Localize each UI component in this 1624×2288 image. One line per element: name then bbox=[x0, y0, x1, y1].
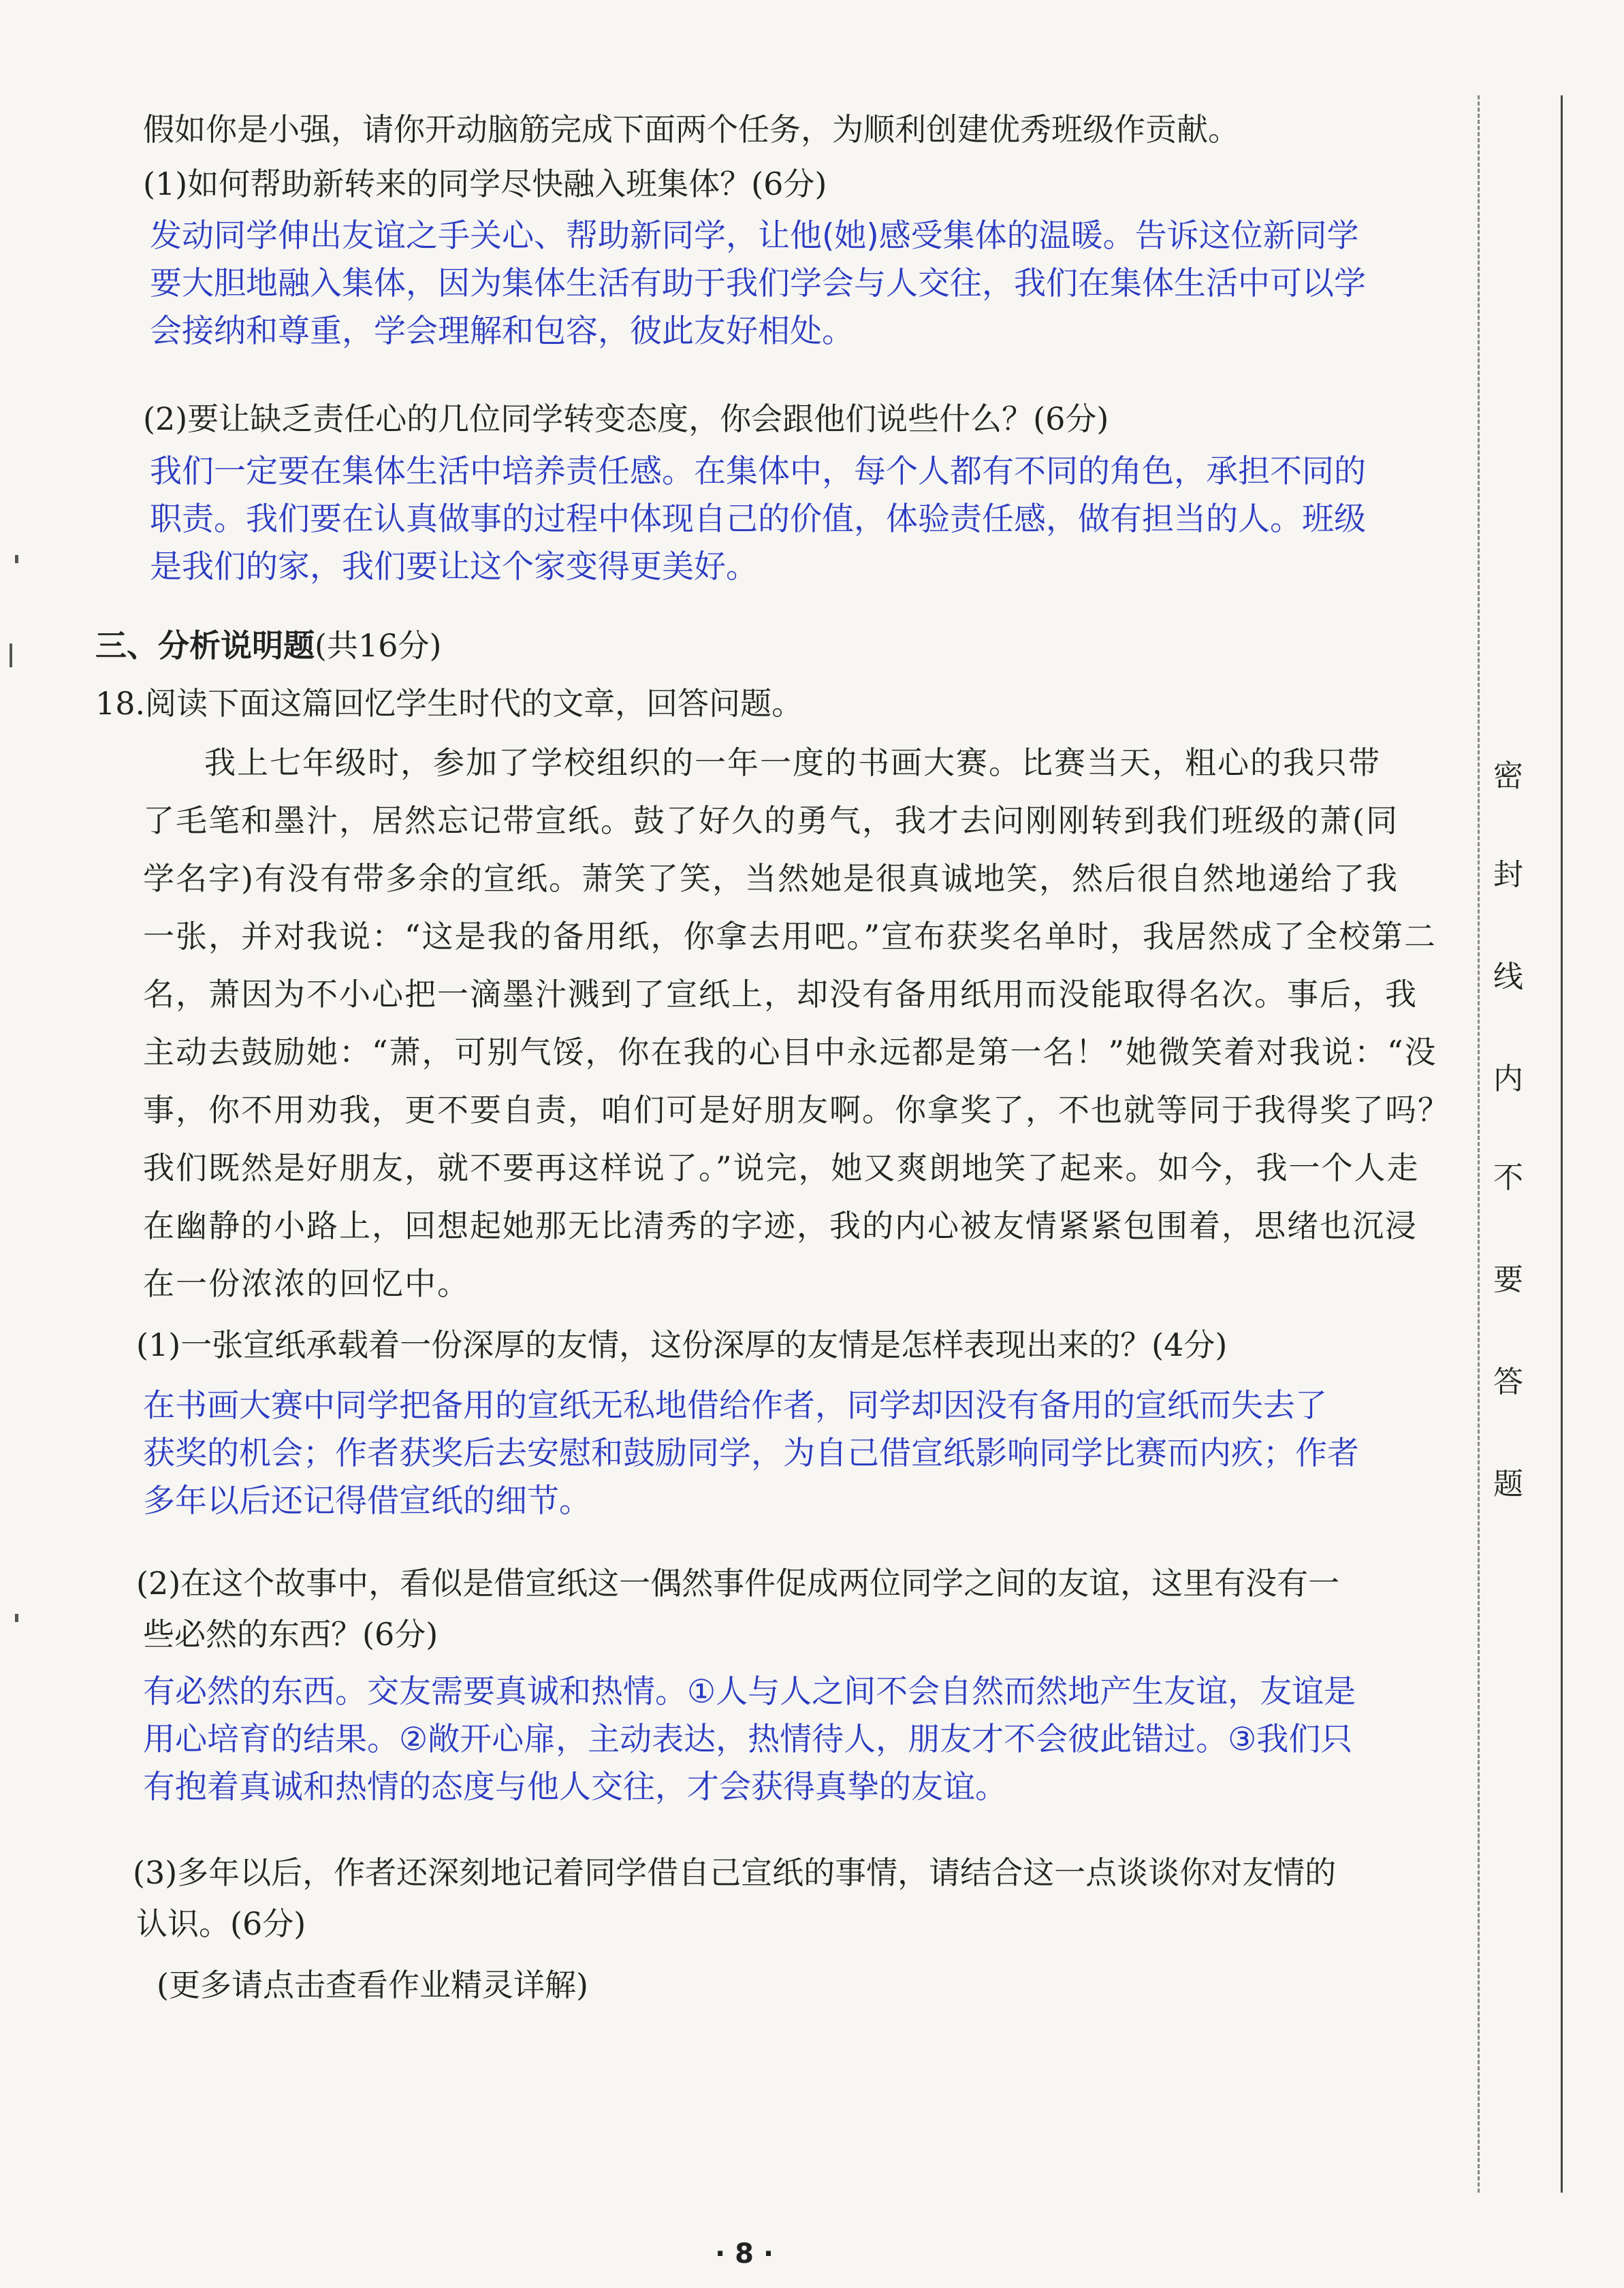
page-number: · 8 · bbox=[715, 2238, 774, 2270]
answer-18-1-line-1: 在书画大赛中同学把备用的宣纸无私地借给作者，同学却因没有备用的宣纸而失去了 bbox=[143, 1387, 1327, 1425]
answer-18-2-line-2: 用心培育的结果。②敞开心扉，主动表达，热情待人，朋友才不会彼此错过。③我们只 bbox=[143, 1721, 1353, 1758]
passage-line: 我上七年级时，参加了学校组织的一年一度的书画大赛。比赛当天，粗心的我只带 bbox=[204, 744, 1381, 781]
passage-line: 在幽静的小路上，回想起她那无比清秀的字迹，我的内心被友情紧紧包围着，思绪也沉浸 bbox=[143, 1207, 1418, 1244]
question-18-stem: 18.阅读下面这篇回忆学生时代的文章，回答问题。 bbox=[95, 685, 803, 722]
answer-18-2-line-3: 有抱着真诚和热情的态度与他人交往，才会获得真挚的友谊。 bbox=[143, 1768, 1007, 1806]
intro-text: 假如你是小强，请你开动脑筋完成下面两个任务，为顺利创建优秀班级作贡献。 bbox=[143, 111, 1239, 148]
section-3-title: 三、分析说明题 bbox=[95, 627, 315, 664]
seal-char: 内 bbox=[1493, 1062, 1523, 1096]
answer-2-line-1: 我们一定要在集体生活中培养责任感。在集体中，每个人都有不同的角色，承担不同的 bbox=[150, 453, 1366, 490]
question-18-2-line-2: 些必然的东西？(6分) bbox=[143, 1616, 439, 1653]
passage-line: 事，你不用劝我，更不要自责，咱们可是好朋友啊。你拿奖了，不也就等同于我得奖了吗？ bbox=[143, 1092, 1450, 1128]
question-18-1: (1)一张宣纸承载着一份深厚的友情，这份深厚的友情是怎样表现出来的？(4分) bbox=[136, 1326, 1228, 1363]
section-3-score: (共16分) bbox=[315, 627, 442, 664]
question-1: (1)如何帮助新转来的同学尽快融入班集体？(6分) bbox=[143, 165, 827, 202]
passage-line: 在一份浓浓的回忆中。 bbox=[143, 1265, 470, 1302]
answer-1-line-1: 发动同学伸出友谊之手关心、帮助新同学，让他(她)感受集体的温暖。告诉这位新同学 bbox=[150, 217, 1359, 255]
seal-dashed-line bbox=[1478, 95, 1480, 2193]
margin-rule bbox=[1561, 95, 1563, 2193]
scan-mark bbox=[15, 1614, 18, 1622]
answer-2-line-3: 是我们的家，我们要让这个家变得更美好。 bbox=[150, 548, 758, 586]
passage-line: 名，萧因为不小心把一滴墨汁溅到了宣纸上，却没有备用纸用而没能取得名次。事后，我 bbox=[143, 976, 1418, 1013]
scan-mark bbox=[10, 644, 12, 667]
passage-line: 我们既然是好朋友，就不要再这样说了。”说完，她又爽朗地笑了起来。如今，我一个人走 bbox=[143, 1149, 1420, 1186]
question-2: (2)要让缺乏责任心的几位同学转变态度，你会跟他们说些什么？(6分) bbox=[143, 400, 1109, 437]
answer-1-line-3: 会接纳和尊重，学会理解和包容，彼此友好相处。 bbox=[150, 313, 854, 350]
passage-line: 主动去鼓励她：“萧，可别气馁，你在我的心目中永远都是第一名！”她微笑着对我说：“没 bbox=[143, 1034, 1437, 1070]
scan-mark bbox=[15, 555, 18, 563]
more-details-link[interactable]: (更多请点击查看作业精灵详解) bbox=[157, 1967, 588, 2003]
seal-char: 题 bbox=[1493, 1467, 1523, 1502]
passage-line: 学名字)有没有带多余的宣纸。萧笑了笑，当然她是很真诚地笑，然后很自然地递给了我 bbox=[143, 860, 1399, 897]
seal-char: 不 bbox=[1493, 1160, 1523, 1195]
answer-18-2-line-1: 有必然的东西。交友需要真诚和热情。①人与人之间不会自然而然地产生友谊，友谊是 bbox=[143, 1673, 1356, 1711]
seal-char: 封 bbox=[1493, 857, 1523, 892]
answer-18-1-line-2: 获奖的机会；作者获奖后去安慰和鼓励同学，为自己借宣纸影响同学比赛而内疚；作者 bbox=[143, 1435, 1359, 1472]
passage-line: 了毛笔和墨汁，居然忘记带宣纸。鼓了好久的勇气，我才去问刚刚转到我们班级的萧(同 bbox=[143, 802, 1399, 839]
answer-1-line-2: 要大胆地融入集体，因为集体生活有助于我们学会与人交往，我们在集体生活中可以学 bbox=[150, 265, 1366, 302]
seal-char: 线 bbox=[1493, 959, 1523, 994]
question-18-3-line-1: (3)多年以后，作者还深刻地记着同学借自己宣纸的事情，请结合这一点谈谈你对友情的 bbox=[133, 1854, 1337, 1891]
answer-2-line-2: 职责。我们要在认真做事的过程中体现自己的价值，体验责任感，做有担当的人。班级 bbox=[150, 500, 1366, 538]
passage-line: 一张，并对我说：“这是我的备用纸，你拿去用吧。”宣布获奖名单时，我居然成了全校第二 bbox=[143, 918, 1437, 955]
question-18-2-line-1: (2)在这个故事中，看似是借宣纸这一偶然事件促成两位同学之间的友谊，这里有没有一 bbox=[136, 1565, 1340, 1602]
section-3-heading bbox=[95, 625, 441, 666]
seal-char: 要 bbox=[1493, 1262, 1523, 1297]
seal-char: 答 bbox=[1493, 1365, 1523, 1399]
question-18-3-line-2: 认识。(6分) bbox=[136, 1905, 306, 1942]
answer-18-1-line-3: 多年以后还记得借宣纸的细节。 bbox=[143, 1482, 591, 1520]
seal-char: 密 bbox=[1493, 759, 1523, 793]
